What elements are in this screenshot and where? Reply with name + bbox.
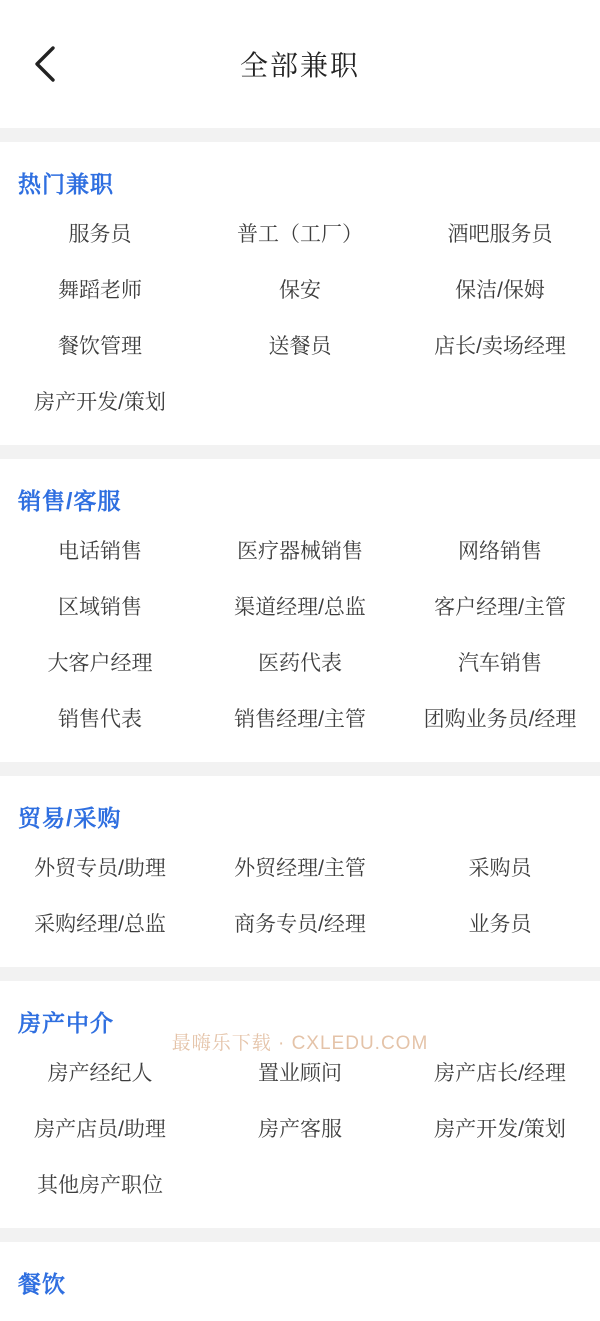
category-item[interactable]: 房产店长/经理 (434, 1062, 566, 1085)
category-item[interactable]: 店长/卖场经理 (434, 335, 566, 358)
section-divider (0, 128, 600, 142)
category-item[interactable]: 汽车销售 (458, 652, 542, 675)
category-grid (0, 1046, 600, 1214)
category-item[interactable]: 房产开发/策划 (434, 1118, 566, 1141)
category-item[interactable]: 医疗器械销售 (237, 540, 363, 563)
category-item[interactable]: 其他房产职位 (37, 1174, 163, 1197)
category-item[interactable]: 餐饮管理 (58, 335, 142, 358)
category-item[interactable]: 酒吧服务员 (447, 223, 553, 246)
category-item[interactable]: 销售经理/主管 (234, 708, 366, 731)
section-divider (0, 1228, 600, 1242)
chevron-left-icon (32, 44, 58, 84)
category-grid (0, 841, 600, 953)
page-header (0, 0, 600, 128)
category-item[interactable]: 普工（工厂） (237, 223, 363, 246)
category-item[interactable]: 房产店员/助理 (34, 1118, 166, 1141)
category-item[interactable]: 房产客服 (258, 1118, 342, 1141)
back-button[interactable] (22, 41, 68, 87)
category-item[interactable]: 保洁/保姆 (455, 279, 545, 302)
category-item[interactable]: 外贸经理/主管 (234, 857, 366, 880)
section-title: 销售/客服 (18, 488, 122, 514)
category-item[interactable]: 房产开发/策划 (34, 391, 166, 414)
category-grid (0, 207, 600, 431)
category-section-realestate (0, 981, 600, 1228)
category-item[interactable]: 服务员 (68, 223, 132, 246)
category-item[interactable]: 送餐员 (268, 335, 332, 358)
section-divider (0, 762, 600, 776)
watermark-text: 最嗨乐下载 · CXLEDU.COM (171, 1033, 429, 1054)
category-item[interactable]: 外贸专员/助理 (34, 857, 166, 880)
category-item[interactable]: 采购经理/总监 (34, 913, 166, 936)
category-item[interactable]: 区域销售 (58, 596, 142, 619)
section-title: 贸易/采购 (18, 805, 122, 831)
category-item[interactable]: 商务专员/经理 (234, 913, 366, 936)
category-section-catering (0, 1242, 600, 1321)
category-grid (0, 524, 600, 748)
category-item[interactable]: 置业顾问 (258, 1062, 342, 1085)
category-item[interactable]: 电话销售 (58, 540, 142, 563)
category-item[interactable]: 网络销售 (458, 540, 542, 563)
category-item[interactable]: 医药代表 (258, 652, 342, 675)
category-item[interactable]: 团购业务员/经理 (423, 708, 577, 731)
section-divider (0, 445, 600, 459)
section-title: 热门兼职 (18, 171, 114, 197)
category-item[interactable]: 舞蹈老师 (58, 279, 142, 302)
category-item[interactable]: 渠道经理/总监 (234, 596, 366, 619)
page-title: 全部兼职 (239, 50, 360, 81)
category-section-trade (0, 776, 600, 967)
category-item[interactable]: 采购员 (468, 857, 532, 880)
category-item[interactable]: 房产经纪人 (47, 1062, 153, 1085)
section-title: 房产中介 (18, 1010, 114, 1036)
section-title: 餐饮 (18, 1271, 66, 1297)
category-section-sales (0, 459, 600, 762)
section-divider (0, 967, 600, 981)
category-item[interactable]: 大客户经理 (47, 652, 153, 675)
category-section-hot (0, 142, 600, 445)
category-item[interactable]: 业务员 (468, 913, 532, 936)
category-item[interactable]: 销售代表 (58, 708, 142, 731)
category-item[interactable]: 保安 (279, 279, 321, 302)
category-item[interactable]: 客户经理/主管 (434, 596, 566, 619)
